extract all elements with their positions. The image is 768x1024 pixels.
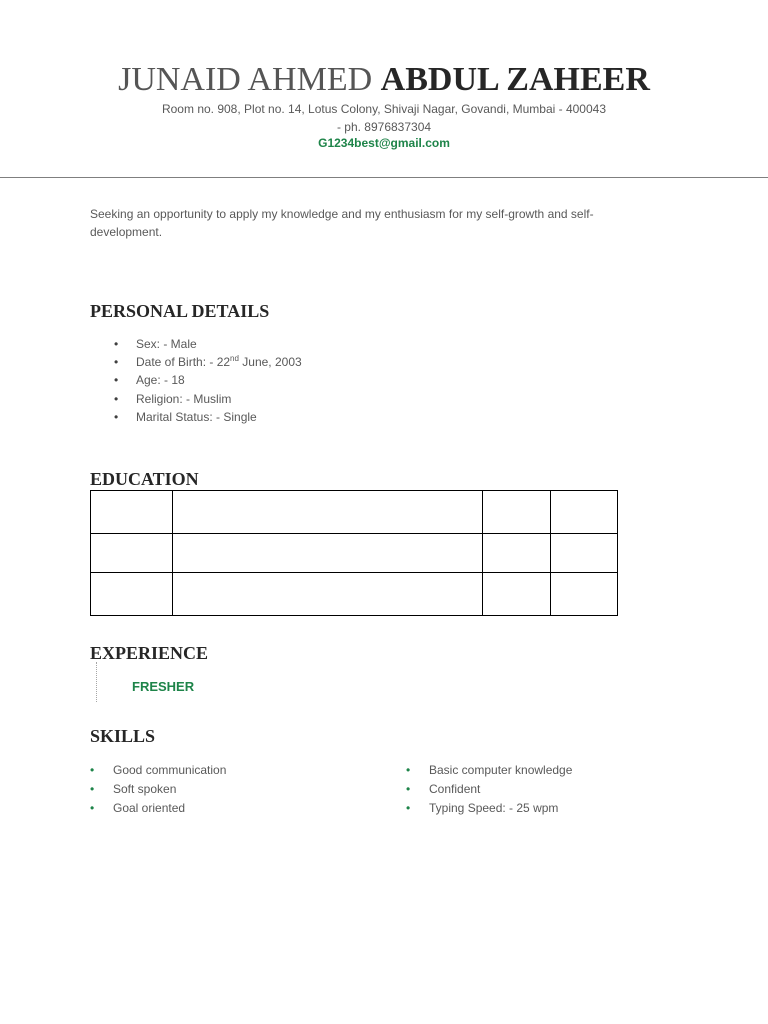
- marital-status-value: Marital Status: - Single: [136, 409, 257, 424]
- list-item: [112, 335, 302, 353]
- experience-heading: EXPERIENCE: [90, 643, 209, 663]
- table-cell: [551, 534, 618, 573]
- bullet-icon: •: [90, 763, 95, 777]
- table-cell: [173, 491, 483, 534]
- list-item: [112, 390, 302, 408]
- skills-list-left: [90, 761, 226, 818]
- skill-label: Soft spoken: [113, 782, 177, 796]
- education-heading: EDUCATION: [90, 469, 199, 489]
- career-objective: Seeking an opportunity to apply my knowledge and my enthusiasm for my self-growth and self-development.: [90, 207, 594, 239]
- table-cell: [91, 491, 173, 534]
- personal-details-list: [112, 335, 302, 426]
- skill-label: Confident: [429, 782, 481, 796]
- skill-label: Typing Speed: - 25 wpm: [429, 801, 559, 815]
- resume-header: [0, 0, 768, 178]
- timeline-divider: [96, 662, 97, 702]
- list-item: [406, 761, 572, 780]
- first-name: JUNAID AHMED: [118, 61, 373, 98]
- table-row: [91, 534, 618, 573]
- table-cell: [483, 534, 551, 573]
- phone-line: - ph. 8976837304: [336, 120, 432, 134]
- table-row: [91, 491, 618, 534]
- bullet-icon: •: [90, 782, 95, 796]
- table-cell: [91, 534, 173, 573]
- religion-value: Religion: - Muslim: [136, 391, 232, 406]
- list-item: [406, 799, 572, 818]
- bullet-icon: •: [406, 782, 411, 796]
- education-table: [90, 490, 618, 616]
- skills-heading: SKILLS: [90, 726, 156, 746]
- table-cell: [173, 534, 483, 573]
- bullet-icon: •: [114, 409, 119, 424]
- table-cell: [551, 491, 618, 534]
- bullet-icon: •: [406, 801, 411, 815]
- skill-label: Goal oriented: [113, 801, 186, 815]
- age-value: Age: - 18: [136, 373, 185, 388]
- dob-ordinal: nd: [230, 354, 239, 364]
- table-cell: [551, 573, 618, 616]
- list-item: [112, 353, 302, 371]
- bullet-icon: •: [406, 763, 411, 777]
- skill-label: Basic computer knowledge: [429, 763, 573, 777]
- dob-rest: June, 2003: [238, 355, 302, 370]
- table-cell: [483, 573, 551, 616]
- list-item: [90, 780, 226, 799]
- bullet-icon: •: [114, 373, 119, 388]
- list-item: [112, 408, 302, 426]
- list-item: [112, 371, 302, 389]
- experience-status: FRESHER: [132, 679, 195, 694]
- email-address[interactable]: G1234best@gmail.com: [318, 136, 450, 150]
- list-item: [90, 761, 226, 780]
- sex-value: Sex: - Male: [136, 337, 197, 351]
- bullet-icon: •: [114, 337, 119, 351]
- bullet-icon: •: [90, 801, 95, 815]
- candidate-name: [0, 60, 768, 100]
- list-item: [90, 799, 226, 818]
- skills-list-right: [406, 761, 572, 818]
- table-cell: [173, 573, 483, 616]
- table-cell: [91, 573, 173, 616]
- table-row: [91, 573, 618, 616]
- bullet-icon: •: [114, 355, 119, 370]
- last-name: ABDUL ZAHEER: [380, 61, 650, 98]
- skill-label: Good communication: [113, 763, 227, 777]
- bullet-icon: •: [114, 391, 119, 406]
- table-cell: [483, 491, 551, 534]
- list-item: [406, 780, 572, 799]
- personal-details-heading: PERSONAL DETAILS: [90, 301, 270, 321]
- address-line: Room no. 908, Plot no. 14, Lotus Colony, Shivaji Nagar, Govandi, Mumbai - 400043: [161, 102, 607, 116]
- dob-prefix: Date of Birth: - 22: [136, 355, 231, 370]
